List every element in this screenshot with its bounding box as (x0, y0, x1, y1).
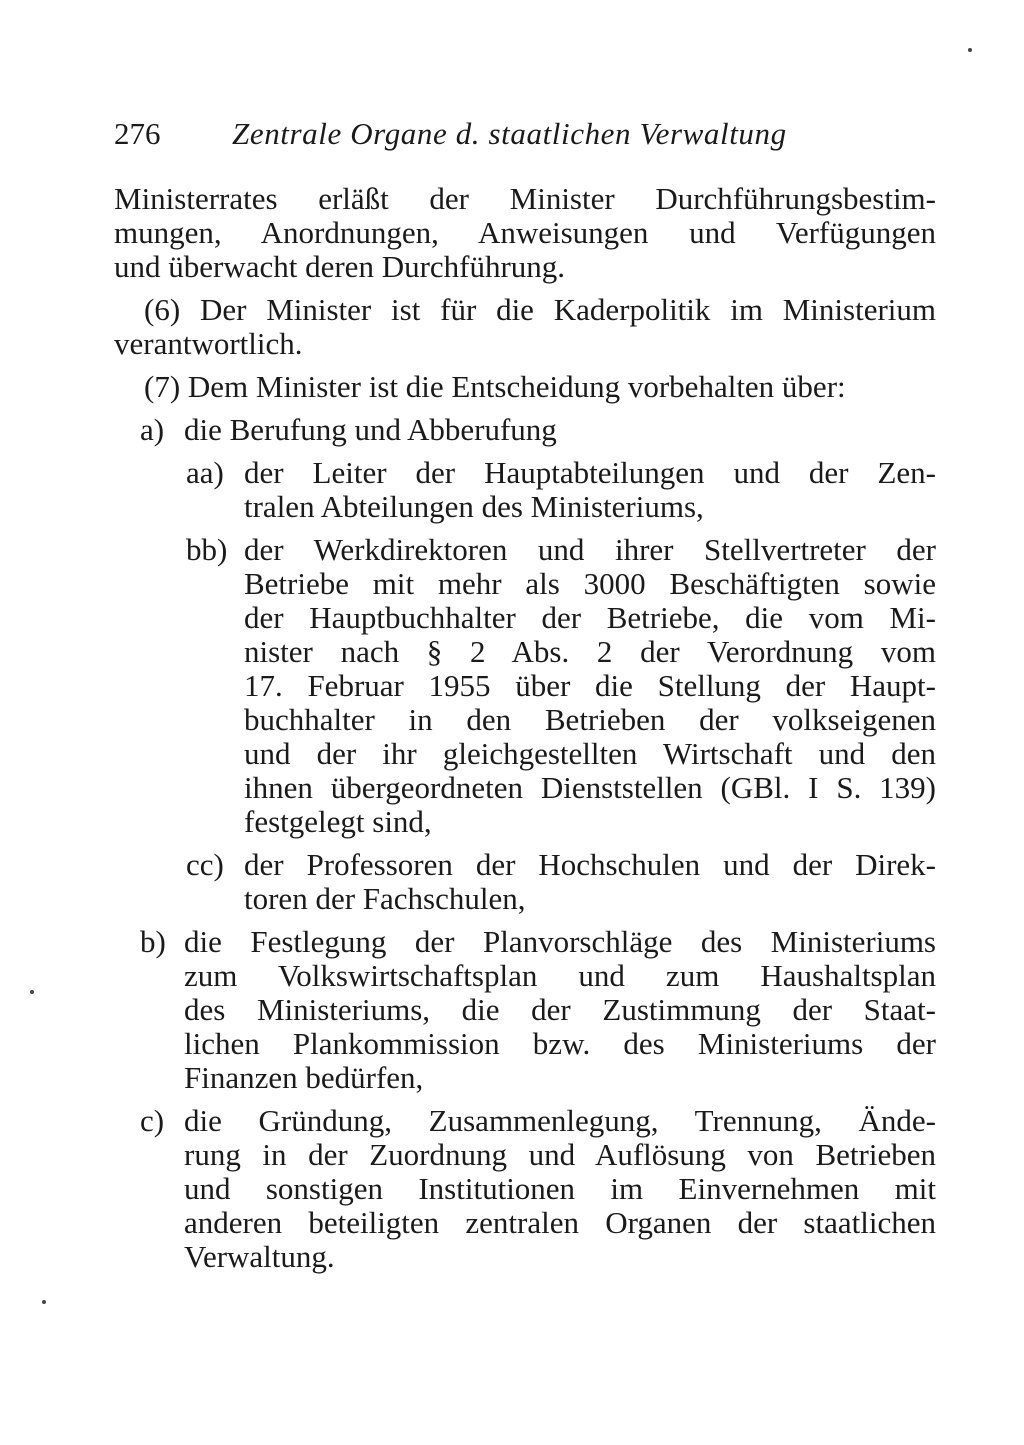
page-number: 276 (114, 116, 161, 151)
list-marker: aa) (186, 455, 224, 490)
text-line: Verwaltung. (184, 1239, 335, 1274)
list-item-b (114, 925, 936, 1095)
text-line: rung in der Zuordnung und Auflösung von Betrieben (184, 1137, 936, 1172)
text-line: Ministerrates erläßt der Minister Durchführungsbestim- (114, 181, 936, 216)
page-header (114, 114, 787, 154)
list-marker: a) (140, 412, 165, 447)
page-body (114, 182, 936, 1274)
text-line: verantwortlich. (114, 326, 303, 361)
scan-speck (968, 48, 972, 52)
text-line: und sonstigen Institutionen im Einvernehmen mit (184, 1171, 936, 1206)
list-marker: c) (140, 1103, 165, 1138)
text-line: (6) Der Minister ist für die Kaderpolitik im Ministerium (144, 292, 936, 327)
running-title: Zentrale Organe d. staatlichen Verwaltung (232, 116, 787, 151)
text-line: ihnen übergeordneten Dienststellen (GBl. I S. 139) (244, 770, 936, 805)
list-item-aa (114, 456, 936, 524)
paragraph-continuation (114, 182, 936, 284)
paragraph-6 (114, 293, 936, 361)
list-marker: bb) (186, 532, 228, 567)
text-line: Betriebe mit mehr als 3000 Beschäftigten sowie (244, 566, 936, 601)
text-line: die Gründung, Zusammenlegung, Trennung, Ände- (184, 1103, 936, 1138)
text-line: der Werkdirektoren und ihrer Stellvertreter der (244, 532, 936, 567)
text-line: toren der Fachschulen, (244, 881, 526, 916)
text-line: buchhalter in den Betrieben der volkseigenen (244, 702, 936, 737)
text-line: lichen Plankommission bzw. des Ministeriums der (184, 1026, 936, 1061)
text-line: die Festlegung der Planvorschläge des Ministeriums (184, 924, 936, 959)
text-line: nister nach § 2 Abs. 2 der Verordnung vom (244, 634, 936, 669)
list-item-cc (114, 848, 936, 916)
list-item-a (114, 413, 936, 447)
scan-speck (42, 1300, 46, 1304)
text-line: 17. Februar 1955 über die Stellung der Haupt- (244, 668, 936, 703)
text-line: mungen, Anordnungen, Anweisungen und Verfügungen (114, 215, 936, 250)
list-item-c (114, 1104, 936, 1274)
text-line: und der ihr gleichgestellten Wirtschaft und den (244, 736, 936, 771)
list-marker: b) (140, 924, 166, 959)
list-marker: cc) (186, 847, 224, 882)
paragraph-7 (114, 370, 936, 404)
text-line: die Berufung und Abberufung (184, 412, 557, 447)
text-line: festgelegt sind, (244, 804, 432, 839)
text-line: anderen beteiligten zentralen Organen der staatlichen (184, 1205, 936, 1240)
text-line: (7) Dem Minister ist die Entscheidung vorbehalten über: (144, 369, 846, 404)
text-line: der Leiter der Hauptabteilungen und der Zen- (244, 455, 936, 490)
text-line: des Ministeriums, die der Zustimmung der Staat- (184, 992, 936, 1027)
scan-speck (30, 990, 34, 994)
text-line: der Hauptbuchhalter der Betriebe, die vom Mi- (244, 600, 936, 635)
text-line: Finanzen bedürfen, (184, 1060, 424, 1095)
text-line: der Professoren der Hochschulen und der Direk- (244, 847, 936, 882)
text-line: tralen Abteilungen des Ministeriums, (244, 489, 704, 524)
list-item-bb (114, 533, 936, 839)
text-line: und überwacht deren Durchführung. (114, 249, 566, 284)
text-line: zum Volkswirtschaftsplan und zum Haushaltsplan (184, 958, 936, 993)
